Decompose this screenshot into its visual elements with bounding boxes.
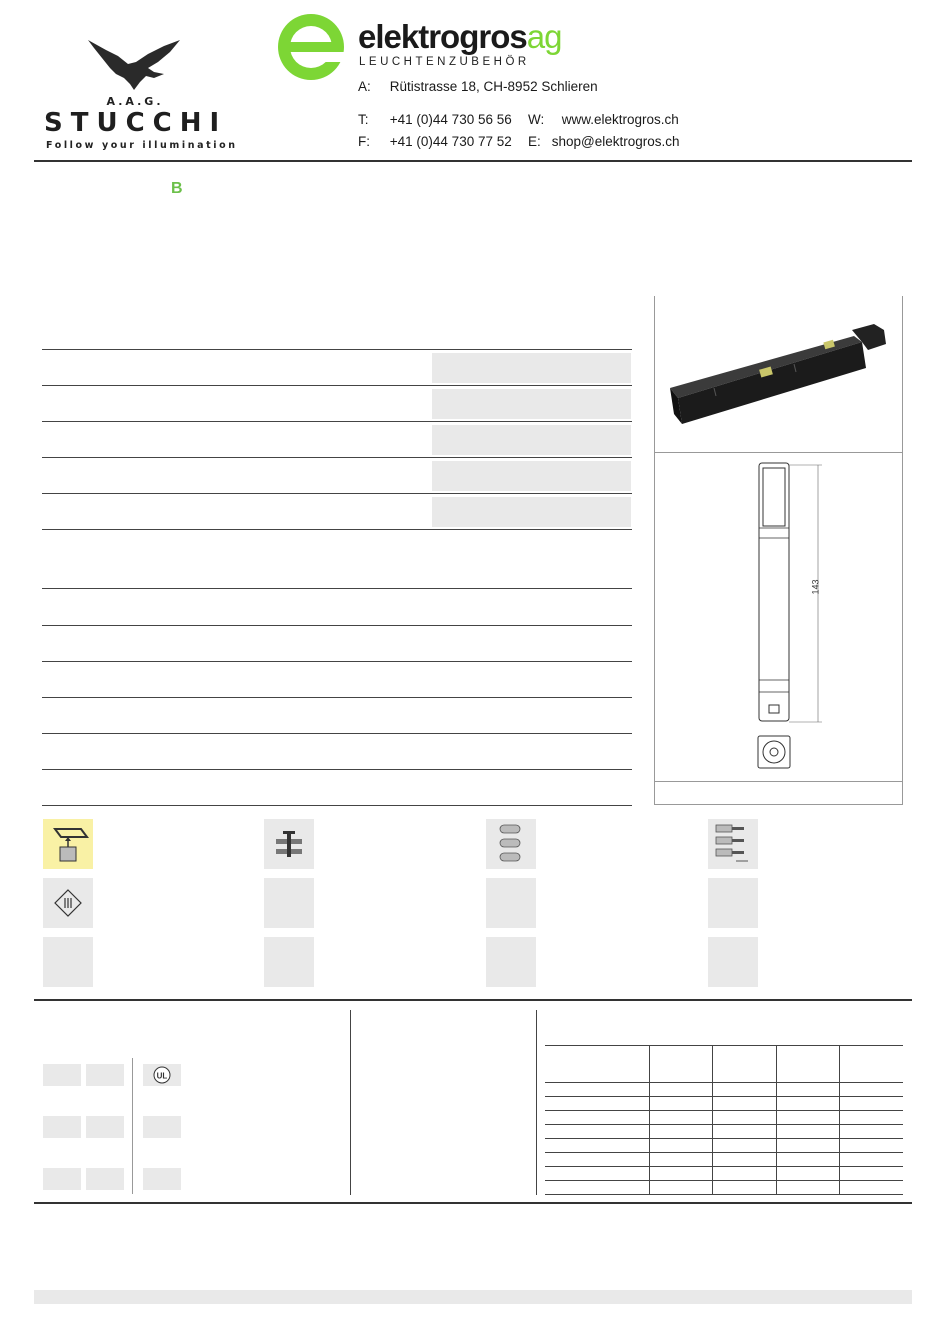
- table-column-rule: [712, 1046, 713, 1195]
- elektrogros-brand-name: [358, 18, 561, 56]
- elektrogros-subtitle: LEUCHTENZUBEHÖR: [359, 56, 530, 68]
- class-3-diamond-icon: [43, 878, 93, 928]
- stucchi-brand-name: STUCCHI: [44, 108, 228, 138]
- cert-box: [86, 1116, 124, 1138]
- table-column-rule: [776, 1046, 777, 1195]
- table-column-rule: [649, 1046, 650, 1195]
- spec-value-box: [432, 497, 631, 527]
- spec-divider: [42, 625, 632, 626]
- spec-value-box: [432, 353, 631, 383]
- mounting-surface-icon: [43, 819, 93, 869]
- section-divider: [34, 999, 912, 1001]
- table-rule: [545, 1194, 903, 1195]
- table-rule: [545, 1045, 903, 1046]
- address-value: Rütistrasse 18, CH-8952 Schlieren: [389, 79, 598, 94]
- cert-box: [43, 1116, 81, 1138]
- eagle-logo-icon: [84, 38, 184, 92]
- phone-line: [358, 112, 512, 127]
- spec-value-box: [432, 389, 631, 419]
- fax-value: +41 (0)44 730 77 52: [389, 134, 512, 149]
- spec-divider: [42, 529, 632, 530]
- fax-key: F:: [358, 134, 370, 149]
- table-rule: [545, 1152, 903, 1153]
- table-rule: [545, 1138, 903, 1139]
- wire-strip-icon: [708, 819, 758, 869]
- address-line: [358, 79, 598, 94]
- spec-value-box: [432, 461, 631, 491]
- section-divider: [34, 1202, 912, 1204]
- table-rule: [545, 1124, 903, 1125]
- placeholder-icon: [708, 937, 758, 987]
- product-photo: [664, 316, 894, 432]
- elektrogros-e-logo-icon: [276, 12, 346, 82]
- placeholder-icon: [486, 937, 536, 987]
- spec-divider: [42, 457, 632, 458]
- ul-icon: [143, 1064, 181, 1086]
- technical-drawing: [740, 460, 840, 775]
- phone-value[interactable]: +41 (0)44 730 56 56: [389, 112, 512, 127]
- table-rule: [545, 1110, 903, 1111]
- placeholder-icon: [486, 878, 536, 928]
- web-link[interactable]: www.elektrogros.ch: [561, 112, 679, 127]
- product-letter: B: [171, 180, 183, 197]
- panel-divider: [654, 781, 903, 782]
- cert-box: [86, 1168, 124, 1190]
- placeholder-icon: [43, 937, 93, 987]
- spec-divider: [42, 349, 632, 350]
- email-line: [528, 134, 680, 149]
- web-key: W:: [528, 112, 545, 127]
- clamp-icon: [264, 819, 314, 869]
- table-rule: [545, 1082, 903, 1083]
- table-column-rule: [839, 1046, 840, 1195]
- placeholder-icon: [708, 878, 758, 928]
- panel-divider: [654, 452, 903, 453]
- address-key: A:: [358, 79, 371, 94]
- placeholder-icon: [264, 937, 314, 987]
- spec-value-box: [432, 425, 631, 455]
- stucchi-tagline: Follow your illumination: [46, 140, 238, 151]
- spec-divider: [42, 588, 632, 589]
- svg-text:UL: UL: [156, 1071, 168, 1081]
- fax-line: [358, 134, 512, 149]
- spec-divider: [42, 661, 632, 662]
- placeholder-icon: [264, 878, 314, 928]
- cert-divider: [132, 1058, 133, 1194]
- dimension-label: 143: [810, 579, 821, 595]
- footer-bar: [34, 1290, 912, 1304]
- phone-key: T:: [358, 112, 369, 127]
- spec-divider: [42, 697, 632, 698]
- stucchi-aag: A.A.G.: [106, 95, 164, 108]
- email-key: E:: [528, 134, 541, 149]
- cert-box: [43, 1168, 81, 1190]
- table-rule: [545, 1166, 903, 1167]
- elektrogros-name-suffix: ag: [526, 18, 562, 55]
- spec-divider: [42, 421, 632, 422]
- spec-divider: [42, 385, 632, 386]
- column-divider: [350, 1010, 351, 1195]
- cert-box: [143, 1168, 181, 1190]
- cert-box: [86, 1064, 124, 1086]
- spec-divider: [42, 769, 632, 770]
- connector-cylinders-icon: [486, 819, 536, 869]
- table-rule: [545, 1096, 903, 1097]
- spec-divider: [42, 493, 632, 494]
- cert-box: [143, 1116, 181, 1138]
- table-rule: [545, 1180, 903, 1181]
- spec-divider: [42, 733, 632, 734]
- header-divider: [34, 160, 912, 162]
- column-divider: [536, 1010, 537, 1195]
- cert-box: [43, 1064, 81, 1086]
- elektrogros-name-main: elektrogros: [358, 18, 527, 55]
- spec-divider: [42, 805, 632, 806]
- email-link[interactable]: shop@elektrogros.ch: [551, 134, 680, 149]
- web-line: [528, 112, 679, 127]
